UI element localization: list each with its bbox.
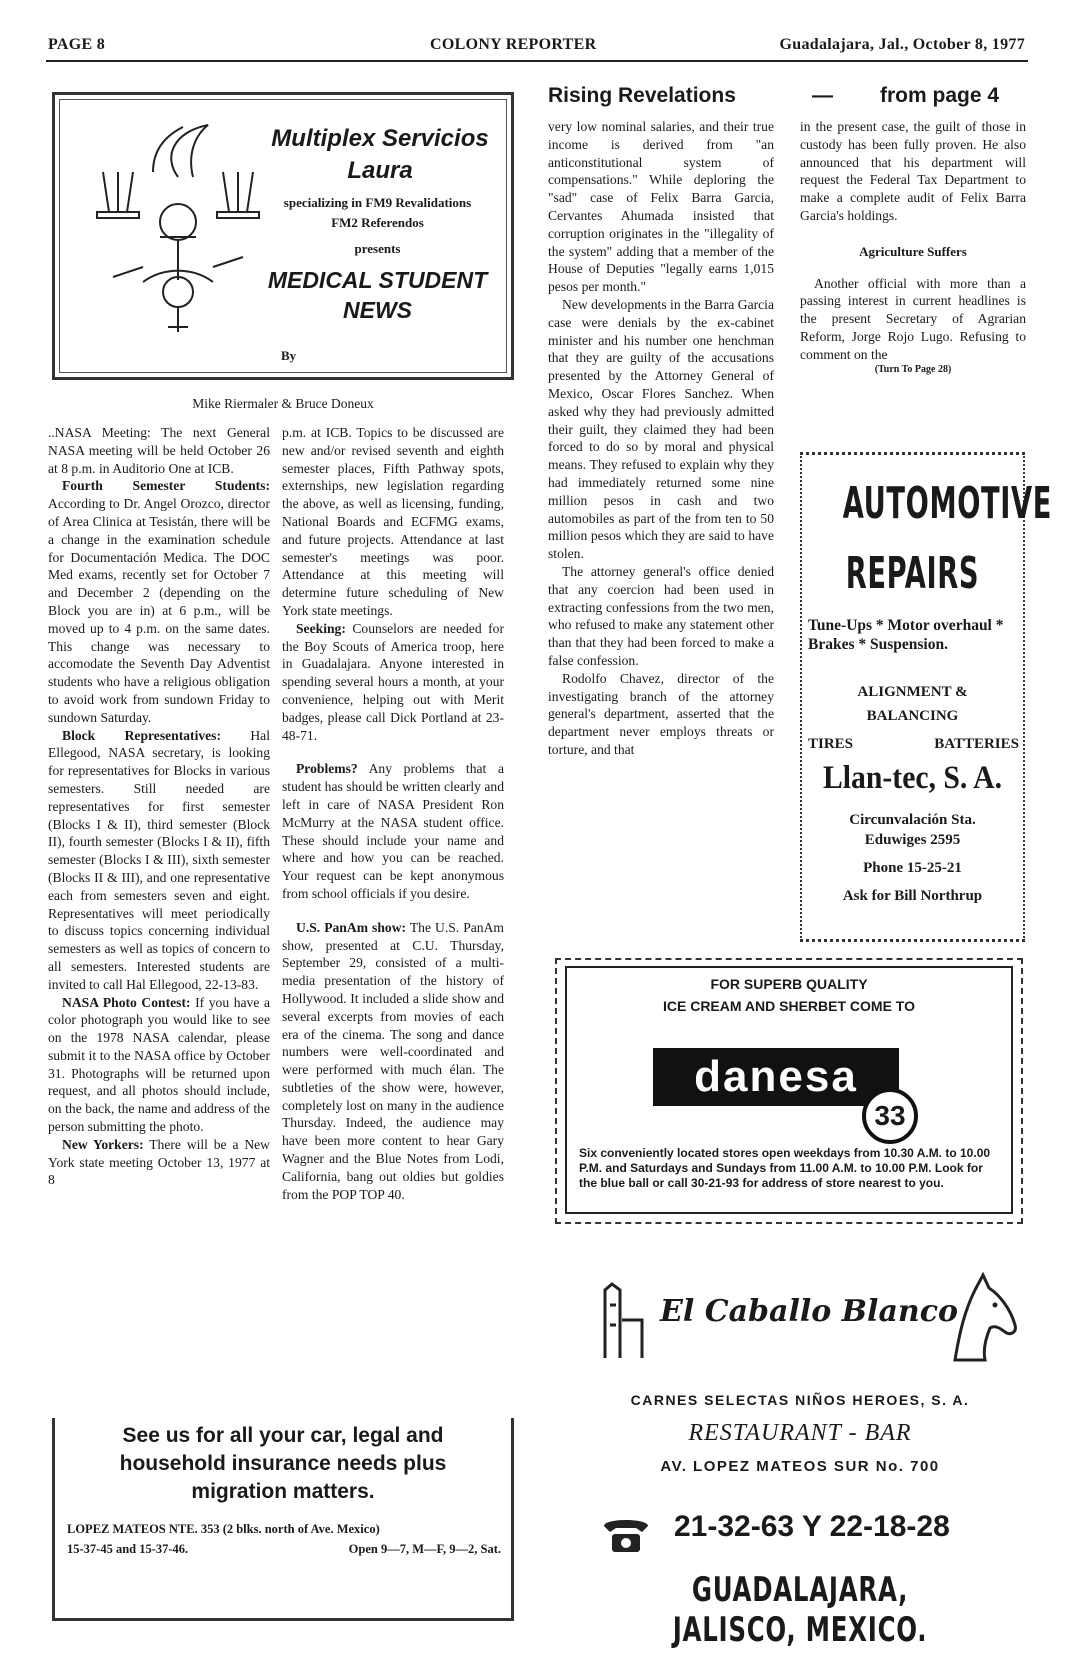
block-reps-paragraph: Block Representatives: Hal Ellegood, NASA secretary, is looking for representatives for Blocks in various semesters. Still needed are representatives for first semester (Blocks I & II), third semester (Block II), fourth semester (Blocks I & II), fifth semester (Blocks I & III), sixth semester (Blocks II & III), and one representative each from semesters seven and eight. Representatives will meet periodically to discuss topics concerning individual semesters as well as topics of concern to all semesters. Interested students are invited to call Hal Ellegood, 22-13-83. <box>48 727 270 992</box>
tires-label: TIRES <box>808 736 854 752</box>
fountain-icon <box>600 1280 650 1360</box>
danesa-line-1: FOR SUPERB QUALITY <box>710 976 868 992</box>
news-headline: NEWS <box>343 297 412 323</box>
danesa-ad <box>555 958 1023 1224</box>
rising-col4-paragraph-1: in the present case, the guilt of those in custody has been fully proven. He also announced that his department will request the Federal Tax Department to make a complete audit of Felix Barra Garcia's holdings. <box>800 119 1026 223</box>
continued-paragraph: p.m. at ICB. Topics to be discussed are new and/or revised seventh and eighth semester places, Fifth Pathway spots, externships, new legislation regarding the above, as well as licensing, funding, National Boards and ECFMG exams, and future projects. Attendance at last semester's meetings was poor. Attendance at this meeting will determine future scheduling of New York state meetings. <box>282 425 504 618</box>
photo-contest-paragraph: NASA Photo Contest: If you have a color photograph you would like to see on the 1978 NASA calendar, please submit it to the NASA office by October 31. Photographs will be returned upon request, and all photos should include, on the back, the name and address of the person submitting the photo. <box>48 994 271 1135</box>
auto-address-1: Circunvalación Sta. <box>849 812 976 828</box>
danesa-line-2: ICE CREAM AND SHERBET COME TO <box>662 998 915 1014</box>
medical-student-headline: MEDICAL STUDENT <box>267 267 488 293</box>
problems-paragraph: Problems? Any problems that a student has should be written clearly and left in care of NASA President Ron McMurry at the NASA student office. These should include your name and where and how you can be reached. Your request can be kept anonymous from school officials if you desire. <box>282 761 504 901</box>
panam-paragraph: U.S. PanAm show: The U.S. PanAm show, presented at C.U. Thursday, September 29, consisted of a multi-media presentation of the history of Hollywood. It included a slide show and several excerpts from movies of each era of the cinema. The song and dance numbers were well-coordinated and were performed with much élan. The subtleties of the show were, however, completely lost on many in the audience Thursday. Indeed, the audience may have been more content to hear Gary Wagner and the Blue Notes from Lodi, California, bang out oldies but goldies from the POP TOP 40. <box>282 919 504 1202</box>
article-headline: Rising Revelations <box>548 84 736 107</box>
authors: Mike Riermaler & Bruce Doneux <box>192 396 374 411</box>
continued-from: from page 4 <box>880 84 1000 107</box>
turn-to-page: (Turn To Page 28) <box>874 363 952 375</box>
multiplex-presents: presents <box>354 241 401 256</box>
column-3 <box>548 118 774 759</box>
caballo-brand: El Caballo Blanco <box>660 1294 958 1329</box>
automotive-title: AUTOMOTIVE <box>842 478 1053 529</box>
horse-head-icon <box>945 1270 1020 1365</box>
column-2 <box>282 424 504 1203</box>
column-4 <box>800 118 1026 376</box>
agriculture-subhead: Agriculture Suffers <box>859 243 967 259</box>
insurance-hours: Open 9—7, M—F, 9—2, Sat. <box>348 1542 501 1556</box>
multiplex-line2: FM2 Referendos <box>331 215 424 230</box>
caballo-type: RESTAURANT - BAR <box>688 1420 912 1446</box>
rising-paragraph-3: The attorney general's office denied that any coercion had been used in extracting confessions from the two men, who refused to make any statement other than that they had been forced to make a false confession. <box>548 563 774 668</box>
multiplex-title-2: Laura <box>347 157 413 184</box>
llantec-name: Llan-tec, S. A. <box>822 760 1003 796</box>
insurance-line-3: migration matters. <box>191 1480 375 1503</box>
nasa-meeting-paragraph: ..NASA Meeting: The next General NASA meeting will be held October 26 at 8 p.m. in Auditorio One at ICB. <box>48 425 270 476</box>
telephone-icon <box>600 1512 652 1556</box>
auto-ask: Ask for Bill Northrup <box>842 888 983 904</box>
auto-phone: Phone 15-25-21 <box>863 860 962 876</box>
fourth-semester-paragraph: Fourth Semester Students: According to Dr. Angel Orozco, director of Area Clinica at Tesistán, there will be a change in the examination schedule for Documentación Medica. The DOC Med exams, recently set for October 7 and December 2 (depending on the Block you are in) at 6 p.m., will be moved up to 4 p.m. on the same dates. This change was necessary to accomodate the Seventh Day Adventist students who have a religious obligation to avoid work from sundown Friday to sundown Saturday. <box>48 478 270 725</box>
insurance-phones: 15-37-45 and 15-37-46. <box>67 1542 189 1556</box>
insurance-ad <box>52 1418 514 1621</box>
danesa-body: Six conveniently located stores open weekdays from 10.30 A.M. to 10.00 P.M. and Saturdays and Sundays from 11.00 A.M. to 10.00 P.M. Look for the blue ball or call 30-21-93 for address of store nearest to you. <box>579 1146 991 1190</box>
rising-col4-paragraph-2: Another official with more than a passing interest in current headlines is the present Secretary of Agrarian Reform, Jorge Rojo Lugo. Refusing to comment on the <box>800 275 1026 362</box>
caballo-phones: 21-32-63 Y 22-18-28 <box>674 1510 950 1543</box>
multiplex-title: Multiplex Servicios <box>271 125 489 152</box>
rising-paragraph-2: New developments in the Barra Garcia case were denials by the ex-cabinet minister and his number one henchman that they are guilty of the accusations presented by the Attorney General of Mexico, Oscar Flores Sanchez. When asked why they had previously admitted their guilt, they claimed they had been forced to do so by moral and physical means. They refused to explain why they had immediately returned some nine million pesos in cash and two automobiles as part of the from ten to 50 million pesos which they are said to have stolen. <box>548 296 774 562</box>
caballo-city: GUADALAJARA, JALISCO, MEXICO. <box>672 1570 928 1650</box>
page-number: PAGE 8 <box>48 36 106 53</box>
repairs-title: REPAIRS <box>845 548 980 599</box>
dateline: Guadalajara, Jal., October 8, 1977 <box>779 36 1025 53</box>
insurance-line-1: See us for all your car, legal and <box>122 1424 444 1447</box>
insurance-address: LOPEZ MATEOS NTE. 353 (2 blks. north of Ave. Mexico) <box>67 1522 380 1536</box>
alignment-line: ALIGNMENT & <box>857 684 968 700</box>
headline-dash: — <box>812 84 833 107</box>
auto-address-2: Eduwiges 2595 <box>864 832 961 848</box>
column-1 <box>48 424 270 1189</box>
masthead-rule <box>46 60 1028 62</box>
seeking-paragraph: Seeking: Counselors are needed for the Boy Scouts of America troop, here in Guadalajara. Anyone interested in spending several hours a month, at your convenience, helping out with Merit badges, please call Dick Portland at 23-48-71. <box>282 620 504 743</box>
insurance-line-2: household insurance needs plus <box>119 1452 447 1475</box>
multiplex-ad <box>52 92 514 380</box>
danesa-number-badge: 33 <box>862 1088 918 1144</box>
auto-services: Tune-Ups * Motor overhaul * Brakes * Suspension. <box>808 617 1004 653</box>
paper-name: COLONY REPORTER <box>430 36 597 53</box>
byline-by: By <box>275 348 302 364</box>
rising-paragraph-1: very low nominal salaries, and their true income is derived from "an anticonstitutional system of compensations." While deploring the "sad" case of Felix Barra Garcia, Cervantes Ahumada insisted that corruption originates in the "illegality of the system" adding that a member of the House of Deputies "legally earns 1,015 pesos per month." <box>548 119 774 295</box>
automotive-ad <box>800 452 1053 942</box>
caballo-company: CARNES SELECTAS NIÑOS HEROES, S. A. <box>630 1392 970 1408</box>
multiplex-line1: specializing in FM9 Revalidations <box>283 195 472 210</box>
caballo-street: AV. LOPEZ MATEOS SUR No. 700 <box>660 1458 940 1475</box>
danesa-brand: danesa <box>694 1052 858 1101</box>
rising-paragraph-4: Rodolfo Chavez, director of the investigating branch of the attorney general's department, asserted that the department never employs threats or torture, and that <box>548 670 774 757</box>
new-yorkers-paragraph: New Yorkers: There will be a New York state meeting October 13, 1977 at 8 <box>48 1136 270 1188</box>
balancing-line: BALANCING <box>866 708 959 724</box>
batteries-label: BATTERIES <box>934 736 1019 752</box>
